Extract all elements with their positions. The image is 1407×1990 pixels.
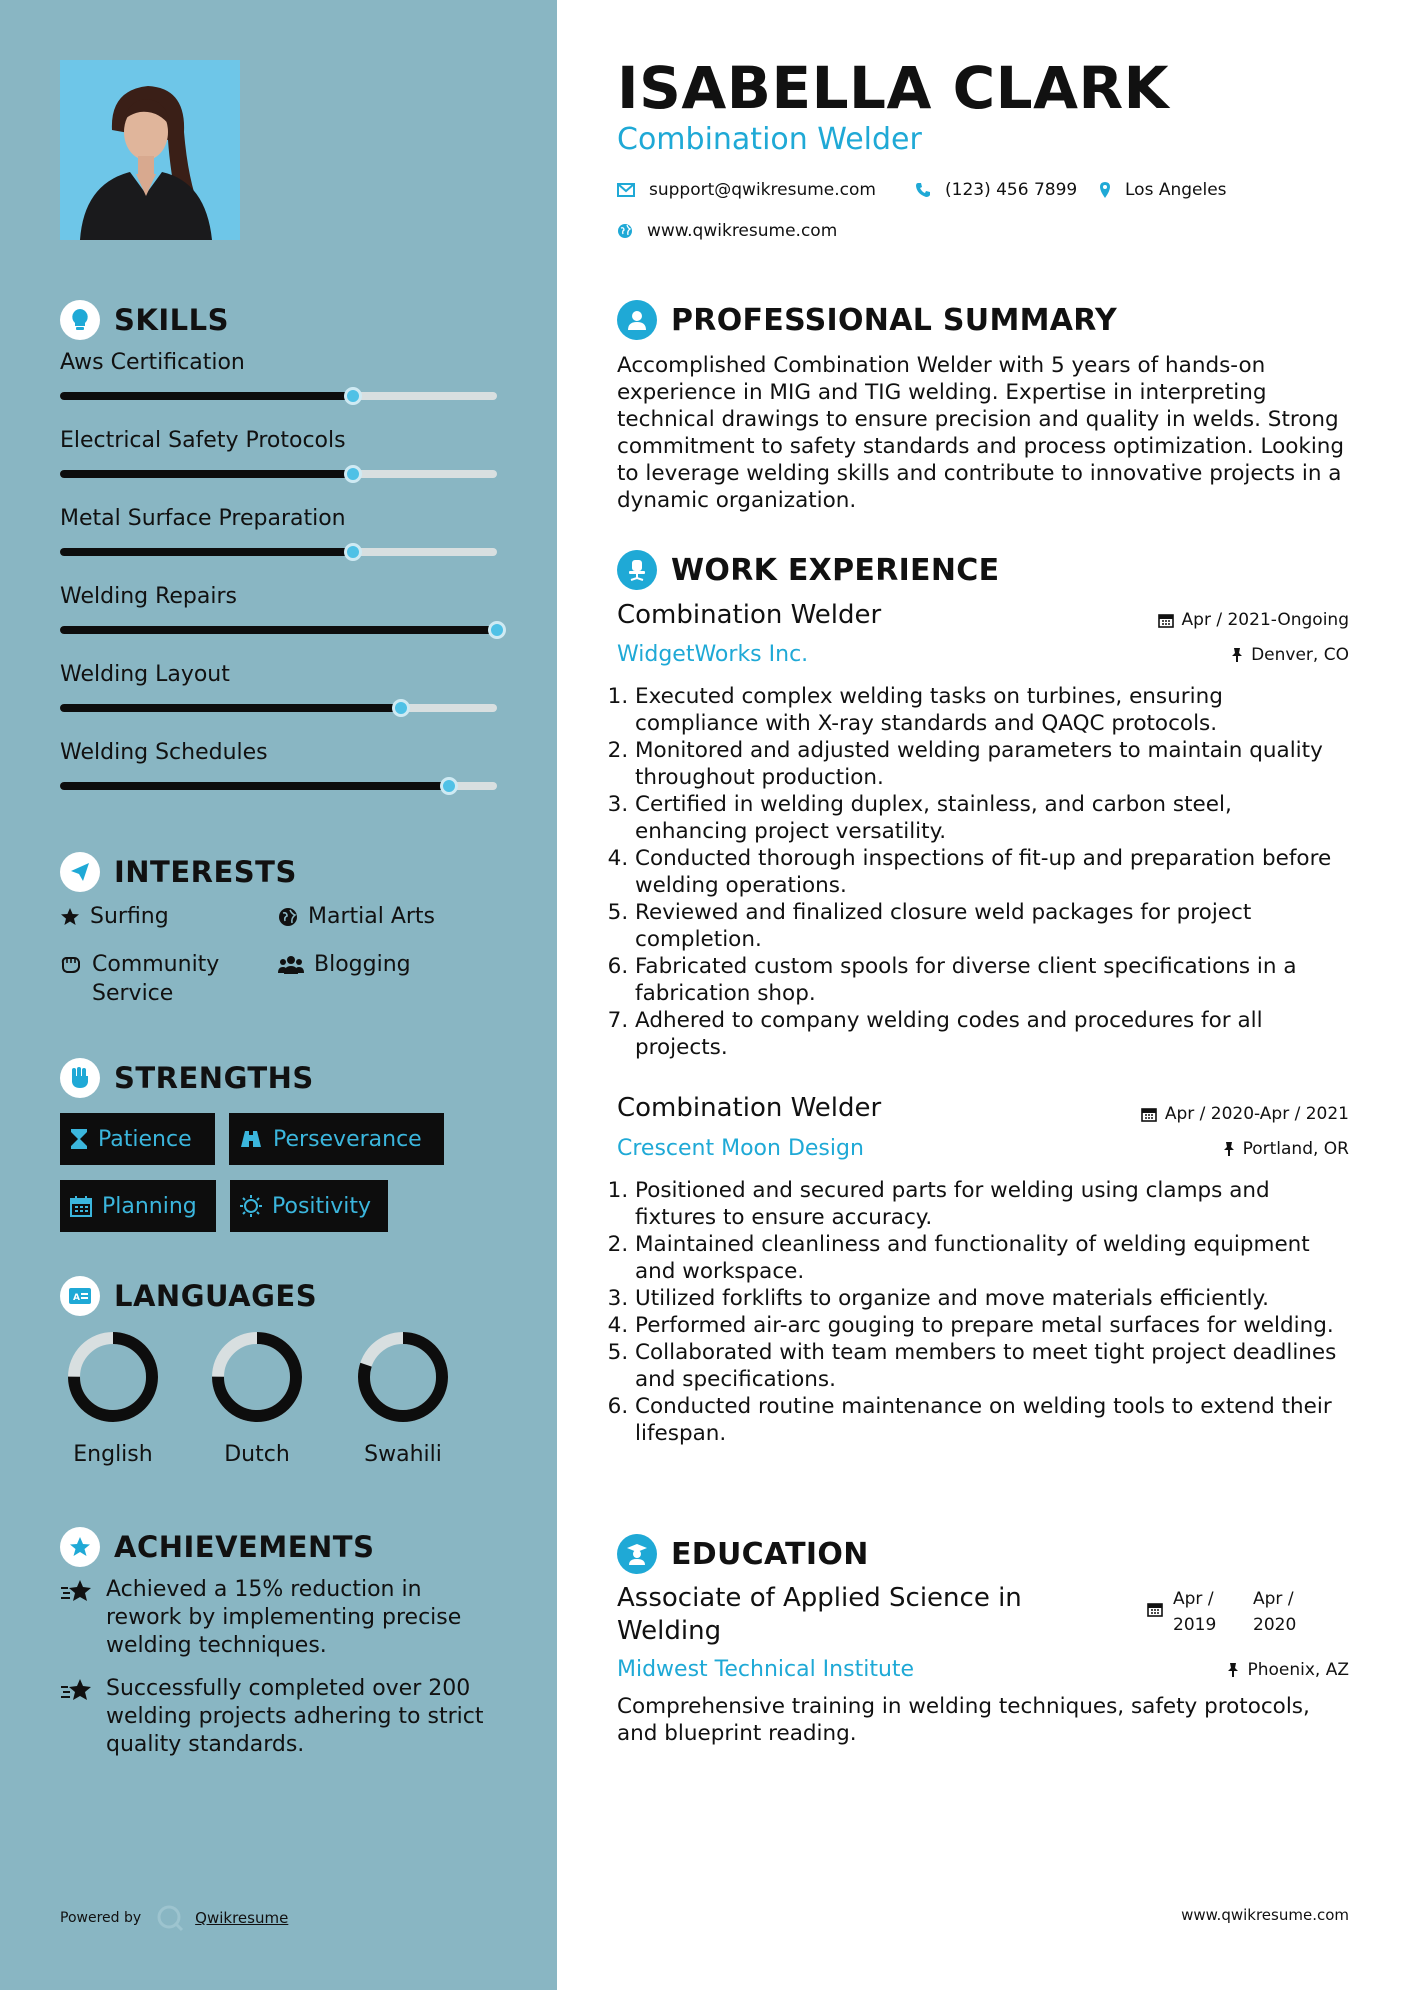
duty-item: 2. Maintained cleanliness and functionality of welding equipment and workspace.	[635, 1231, 1349, 1285]
duty-item: 2. Monitored and adjusted welding parameters to maintain quality throughout production.	[635, 737, 1349, 791]
skill-track	[60, 782, 497, 790]
skill-level-knob	[392, 699, 410, 717]
strength-badge	[229, 1113, 444, 1165]
skill-label: Metal Surface Preparation	[60, 506, 346, 531]
skills-heading	[60, 300, 229, 340]
calendar-icon	[70, 1195, 92, 1217]
shooting-star-icon	[60, 1578, 94, 1604]
hand-icon	[60, 955, 82, 975]
interest-item	[278, 902, 435, 931]
language-level-ring	[66, 1330, 160, 1424]
languages-heading	[60, 1276, 317, 1316]
star-badge-icon	[60, 1527, 100, 1567]
candidate-name: ISABELLA CLARK	[617, 54, 1170, 122]
strength-badge	[60, 1113, 215, 1165]
skill-item	[60, 662, 500, 687]
users-icon	[278, 955, 304, 975]
qwikresume-link[interactable]: Qwikresume	[195, 1909, 289, 1927]
edu-end-month: Apr /	[1253, 1589, 1294, 1609]
skill-level-fill	[60, 704, 401, 712]
skill-level-fill	[60, 392, 353, 400]
skill-level-knob	[440, 777, 458, 795]
achievement-item	[60, 1675, 500, 1759]
skill-track	[60, 470, 497, 478]
envelope-icon	[617, 183, 635, 197]
experience-title: WORK EXPERIENCE	[671, 552, 1000, 588]
interest-item	[278, 950, 411, 979]
pushpin-icon	[1223, 1141, 1235, 1157]
job-dates	[1158, 610, 1349, 630]
language-level-ring	[210, 1330, 304, 1424]
achievements-title: ACHIEVEMENTS	[114, 1530, 375, 1564]
skill-level-fill	[60, 626, 497, 634]
sun-icon	[240, 1195, 262, 1217]
education-description: Comprehensive training in welding techniques, safety protocols, and blueprint reading.	[617, 1694, 1310, 1746]
language-label: English	[73, 1442, 153, 1467]
skill-label: Welding Layout	[60, 662, 230, 687]
shooting-star-icon	[60, 1677, 94, 1703]
hourglass-icon	[70, 1128, 88, 1150]
job-role: Combination Welder	[617, 600, 882, 630]
language-item	[353, 1330, 453, 1467]
duty-item: 6. Fabricated custom spools for diverse client specifications in a fabrication shop.	[635, 953, 1349, 1007]
skills-title: SKILLS	[114, 303, 229, 337]
interest-item	[60, 950, 260, 1008]
job-location	[1231, 645, 1349, 665]
edu-end-year: 2020	[1253, 1615, 1297, 1635]
contact-phone[interactable]	[915, 180, 1077, 200]
duty-item: 7. Adhered to company welding codes and procedures for all projects.	[635, 1007, 1349, 1061]
phone-text: (123) 456 7899	[945, 180, 1078, 200]
language-item	[63, 1330, 163, 1467]
interest-label: Blogging	[314, 952, 411, 977]
skill-level-knob	[344, 465, 362, 483]
strength-label: Planning	[102, 1193, 197, 1219]
paper-plane-icon	[60, 852, 100, 892]
globe-icon	[278, 907, 298, 927]
duty-item: 5. Collaborated with team members to meet tight project deadlines and specifications.	[635, 1339, 1349, 1393]
job-dates-text: Apr / 2021-Ongoing	[1181, 610, 1349, 630]
school: Midwest Technical Institute	[617, 1657, 915, 1682]
powered-by	[60, 1903, 288, 1933]
interest-label: Surfing	[90, 904, 169, 929]
office-chair-icon	[617, 550, 657, 590]
skill-level-fill	[60, 548, 353, 556]
skill-item	[60, 584, 500, 609]
calendar-icon	[1158, 612, 1174, 628]
pushpin-icon	[1227, 1662, 1239, 1678]
language-card-icon	[60, 1276, 100, 1316]
education-heading	[617, 1534, 869, 1574]
job-dates	[1141, 1104, 1349, 1124]
skill-item	[60, 506, 500, 531]
duty-item: 1. Executed complex welding tasks on turbines, ensuring compliance with X-ray standards and QAQC protocols.	[635, 683, 1349, 737]
language-label: Dutch	[224, 1442, 290, 1467]
interests-heading	[60, 852, 297, 892]
qwikresume-logo-icon	[155, 1903, 185, 1933]
powered-by-label: Powered by	[60, 1910, 142, 1926]
education-dates	[1147, 1586, 1296, 1638]
contact-email[interactable]	[617, 180, 876, 200]
achievement-text: Successfully completed over 200 welding projects adhering to strict quality standards.	[106, 1676, 484, 1757]
job-location-text: Denver, CO	[1251, 645, 1349, 665]
interests-title: INTERESTS	[114, 855, 297, 889]
email-text: support@qwikresume.com	[649, 180, 876, 200]
languages-title: LANGUAGES	[114, 1279, 318, 1313]
calendar-icon	[1141, 1106, 1157, 1122]
star-icon	[60, 907, 80, 927]
achievement-item	[60, 1576, 500, 1660]
skill-item	[60, 428, 500, 453]
skill-label: Welding Schedules	[60, 740, 268, 765]
strength-label: Patience	[98, 1126, 192, 1152]
duty-item: 4. Conducted thorough inspections of fit-up and preparation before welding operations.	[635, 845, 1349, 899]
language-item	[207, 1330, 307, 1467]
skill-item	[60, 740, 500, 765]
job-dates-text: Apr / 2020-Apr / 2021	[1164, 1104, 1349, 1124]
skill-track	[60, 704, 497, 712]
fist-icon	[60, 1058, 100, 1098]
skill-level-knob	[344, 543, 362, 561]
binoculars-icon	[239, 1129, 263, 1149]
degree: Associate of Applied Science in Welding	[617, 1583, 1022, 1646]
achievements-heading	[60, 1527, 374, 1567]
strength-label: Perseverance	[273, 1126, 422, 1152]
skill-track	[60, 548, 497, 556]
skill-level-knob	[488, 621, 506, 639]
job-duties	[617, 683, 1349, 1061]
skill-label: Aws Certification	[60, 350, 245, 375]
strengths-title: STRENGTHS	[114, 1061, 314, 1095]
summary-heading	[617, 300, 1117, 340]
duty-item: 6. Conducted routine maintenance on welding tools to extend their lifespan.	[635, 1393, 1349, 1447]
language-label: Swahili	[364, 1442, 442, 1467]
svg-text:A: A	[73, 1293, 80, 1303]
education-title: EDUCATION	[671, 1536, 869, 1572]
interest-label: Martial Arts	[308, 904, 436, 929]
profile-photo	[60, 60, 240, 240]
edu-start-year: 2019	[1173, 1615, 1217, 1635]
sidebar	[0, 0, 557, 1990]
job-location	[1223, 1139, 1349, 1159]
strength-badge	[230, 1180, 388, 1232]
strengths-heading	[60, 1058, 314, 1098]
achievement-text: Achieved a 15% reduction in rework by implementing precise welding techniques.	[106, 1577, 462, 1658]
summary-title: PROFESSIONAL SUMMARY	[671, 302, 1118, 338]
education-location-text: Phoenix, AZ	[1247, 1660, 1349, 1680]
job-company: WidgetWorks Inc.	[617, 642, 809, 667]
location-text: Los Angeles	[1125, 180, 1227, 200]
skill-track	[60, 626, 497, 634]
strength-label: Positivity	[272, 1193, 372, 1219]
globe-icon	[617, 223, 633, 239]
job-company: Crescent Moon Design	[617, 1136, 864, 1161]
candidate-title: Combination Welder	[617, 122, 922, 157]
duty-item: 5. Reviewed and finalized closure weld packages for project completion.	[635, 899, 1349, 953]
user-icon	[617, 300, 657, 340]
map-pin-icon	[1099, 181, 1111, 199]
experience-heading	[617, 550, 999, 590]
strength-badge	[60, 1180, 216, 1232]
interest-label: Community Service	[92, 952, 220, 1006]
skill-label: Electrical Safety Protocols	[60, 428, 346, 453]
duty-item: 4. Performed air-arc gouging to prepare metal surfaces for welding.	[635, 1312, 1349, 1339]
contact-website[interactable]	[617, 221, 837, 241]
phone-icon	[915, 182, 931, 198]
duty-item: 3. Utilized forklifts to organize and move materials efficiently.	[635, 1285, 1349, 1312]
skill-label: Welding Repairs	[60, 584, 237, 609]
interest-item	[60, 902, 169, 931]
skill-item	[60, 350, 500, 375]
duty-item: 1. Positioned and secured parts for welding using clamps and fixtures to ensure accuracy.	[635, 1177, 1349, 1231]
edu-start-month: Apr /	[1173, 1589, 1214, 1609]
skill-track	[60, 392, 497, 400]
footer-website[interactable]: www.qwikresume.com	[1181, 1906, 1349, 1924]
skill-level-fill	[60, 470, 353, 478]
pushpin-icon	[1231, 647, 1243, 663]
duty-item: 3. Certified in welding duplex, stainless, and carbon steel, enhancing project versatility.	[635, 791, 1349, 845]
contact-location	[1099, 180, 1227, 200]
calendar-icon	[1147, 1601, 1163, 1617]
job-location-text: Portland, OR	[1242, 1139, 1349, 1159]
lightbulb-icon	[60, 300, 100, 340]
job-role: Combination Welder	[617, 1093, 882, 1123]
graduate-icon	[617, 1534, 657, 1574]
skill-level-fill	[60, 782, 449, 790]
job-duties	[617, 1177, 1349, 1447]
language-level-ring	[356, 1330, 450, 1424]
education-location	[1227, 1660, 1349, 1680]
skill-level-knob	[344, 387, 362, 405]
website-text: www.qwikresume.com	[647, 221, 838, 241]
summary-text: Accomplished Combination Welder with 5 years of hands-on experience in MIG and TIG welding. Expertise in interpreting technical drawings to ensure precision and quality in welds. Strong commitment to safety standards and process optimization. Looking to leverage welding skills and contribute to innovative projects in a dynamic organization.	[617, 353, 1345, 513]
